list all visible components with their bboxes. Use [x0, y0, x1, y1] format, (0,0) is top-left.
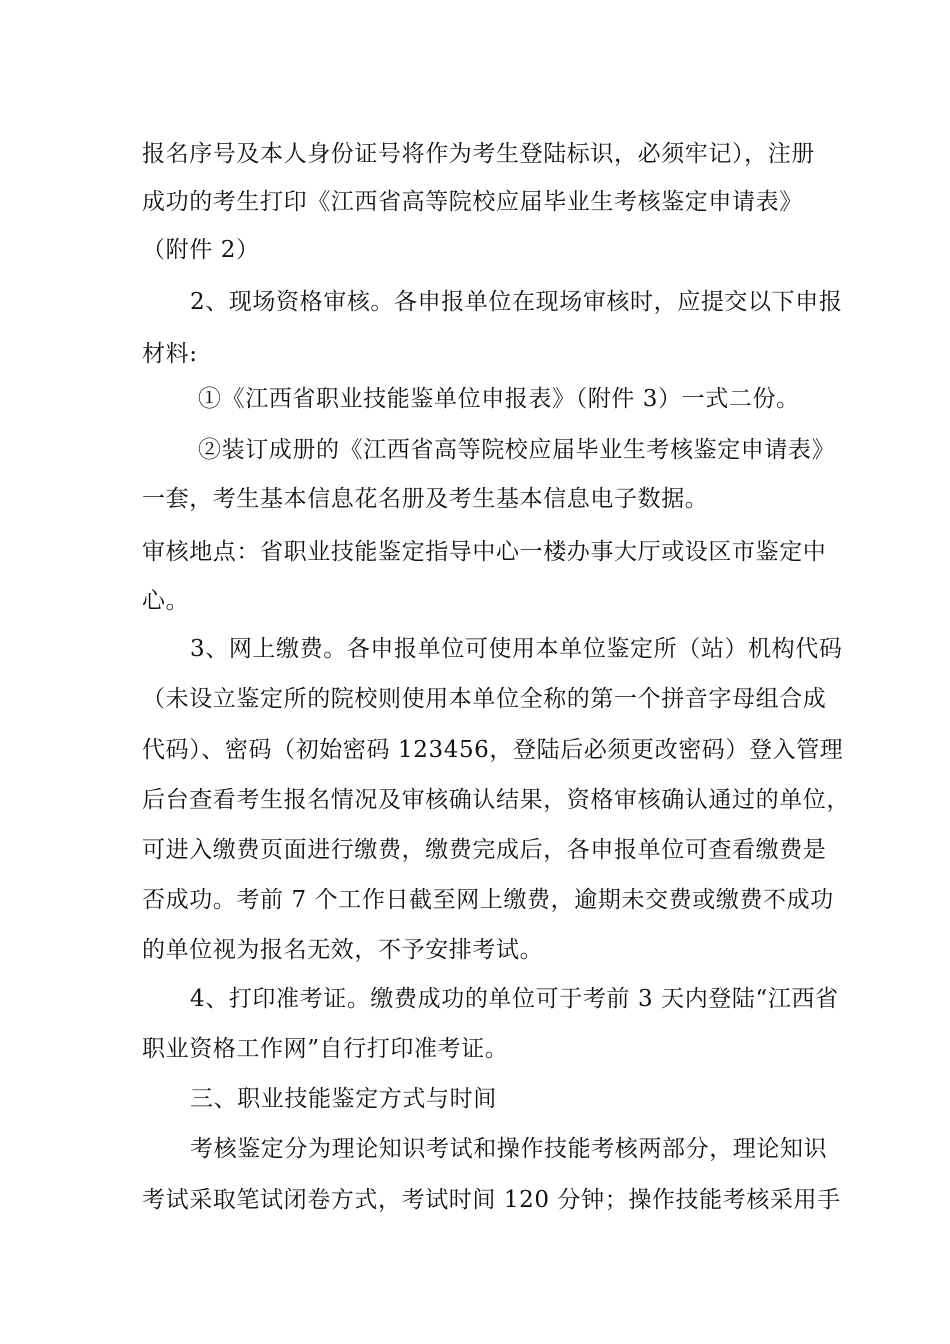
- text-line: 的单位视为报名无效，不予安排考试。: [142, 937, 544, 963]
- text-line: 审核地点：省职业技能鉴定指导中心一楼办事大厅或设区市鉴定中: [142, 539, 827, 565]
- text-line: ①《江西省职业技能鉴单位申报表》（附件 3）一式二份。: [198, 386, 800, 412]
- text-line: （未设立鉴定所的院校则使用本单位全称的第一个拼音字母组合成: [142, 686, 827, 712]
- text-line: 3、网上缴费。各申报单位可使用本单位鉴定所（站）机构代码: [190, 636, 843, 662]
- text-line: 否成功。考前 7 个工作日截至网上缴费，逾期未交费或缴费不成功: [142, 887, 834, 913]
- text-line: 考核鉴定分为理论知识考试和操作技能考核两部分，理论知识: [190, 1136, 828, 1162]
- text-line: 报名序号及本人身份证号将作为考生登陆标识，必须牢记），注册: [142, 141, 815, 167]
- text-line: 4、打印准考证。缴费成功的单位可于考前 3 天内登陆“江西省: [190, 986, 839, 1012]
- section-heading: 三、职业技能鉴定方式与时间: [190, 1086, 497, 1112]
- text-line: 考试采取笔试闭卷方式，考试时间 120 分钟；操作技能考核采用手: [142, 1187, 841, 1213]
- text-line: ②装订成册的《江西省高等院校应届毕业生考核鉴定申请表》: [198, 437, 836, 463]
- text-line: 心。: [142, 588, 190, 614]
- text-line: 后台查看考生报名情况及审核确认结果，资格审核确认通过的单位，: [142, 787, 850, 813]
- text-line: 2、现场资格审核。各申报单位在现场审核时，应提交以下申报: [190, 289, 843, 315]
- text-line: 材料:: [142, 341, 198, 367]
- text-line: 可进入缴费页面进行缴费，缴费完成后，各申报单位可查看缴费是: [142, 837, 827, 863]
- text-line: 一套，考生基本信息花名册及考生基本信息电子数据。: [142, 486, 709, 512]
- text-line: 成功的考生打印《江西省高等院校应届毕业生考核鉴定申请表》: [142, 189, 803, 215]
- text-line: 代码）、密码（初始密码 123456，登陆后必须更改密码）登入管理: [142, 737, 844, 763]
- text-line: （附件 2）: [142, 237, 260, 263]
- text-line: 职业资格工作网”自行打印准考证。: [142, 1036, 509, 1062]
